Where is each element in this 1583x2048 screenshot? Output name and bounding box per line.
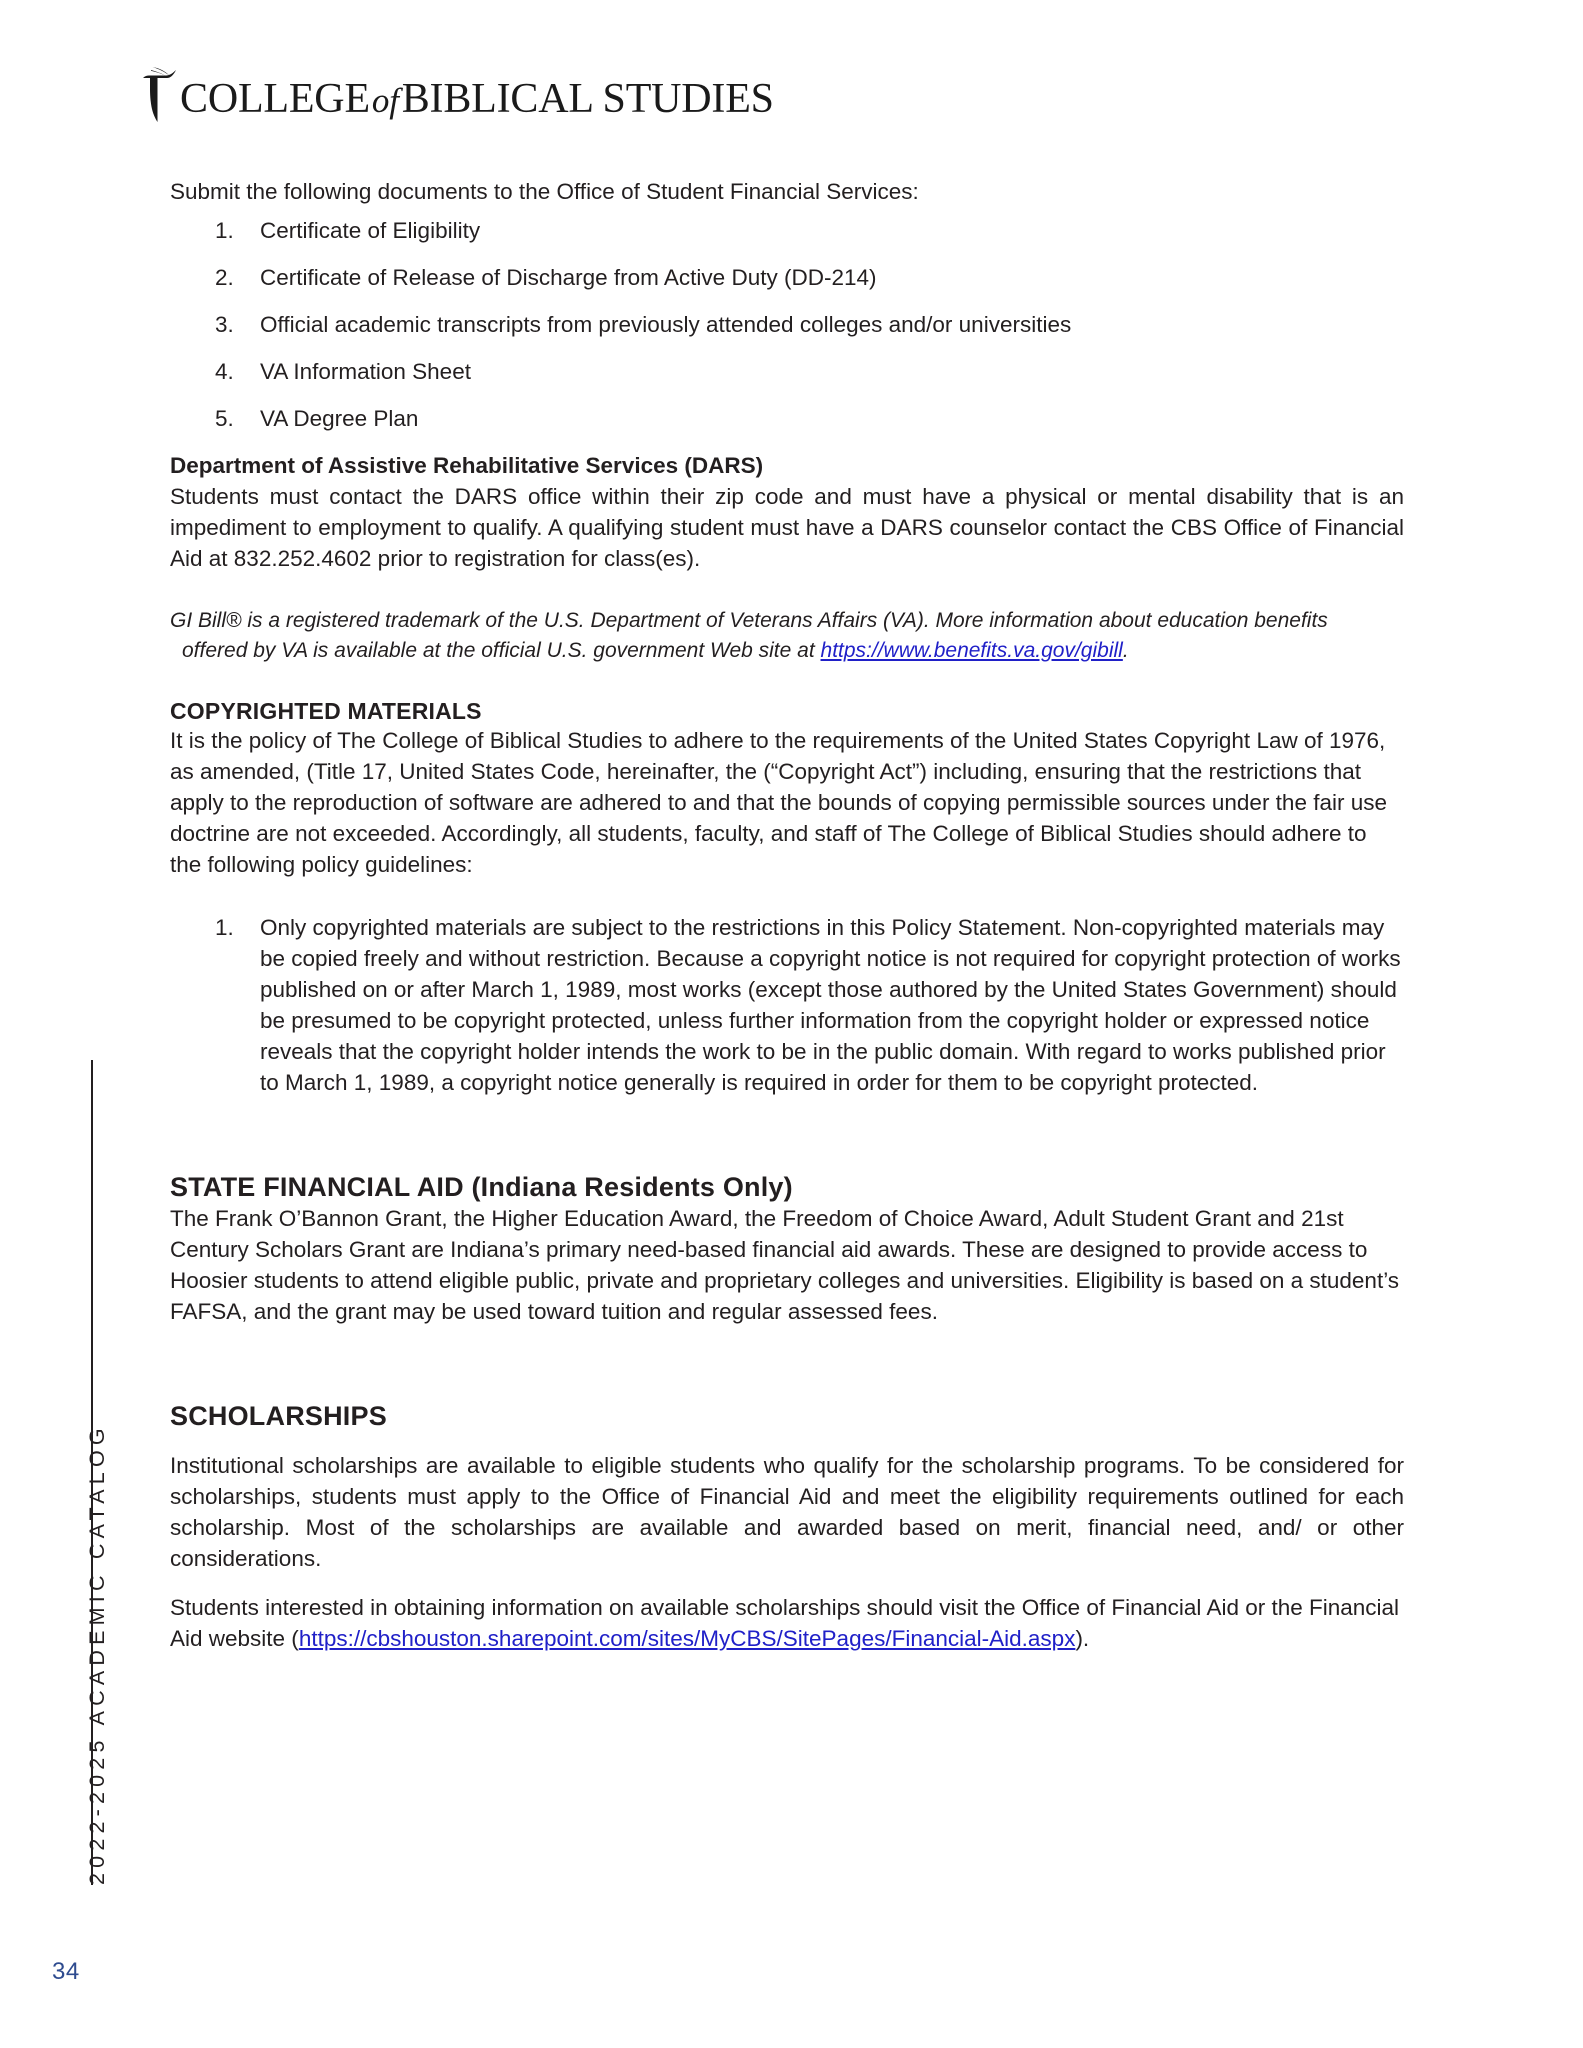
dars-heading: Department of Assistive Rehabilitative Services (DARS) bbox=[170, 453, 764, 478]
college-logo bbox=[137, 60, 774, 122]
list-item bbox=[170, 215, 1404, 246]
list-item-text: VA Degree Plan bbox=[260, 406, 419, 431]
list-marker: 1. bbox=[215, 218, 234, 243]
list-marker: 2. bbox=[215, 265, 234, 290]
list-item bbox=[170, 912, 1404, 1098]
list-item-text: VA Information Sheet bbox=[260, 359, 471, 384]
benefits-va-gov-link[interactable]: https://www.benefits.va.gov/gibill bbox=[820, 639, 1123, 662]
list-item-text: Only copyrighted materials are subject to the restrictions in this Policy Statement. Non-copyrighted materials may be copied freely and without restriction. Because a copyright notice is not required for copyright protection of works published on or after March 1, 1989, most works (except those authored by the United States Government) should be presumed to be copyright protected, unless further information from the copyright holder or expressed notice reveals that the copyright holder intends the work to be in the public domain. With regard to works published prior to March 1, 1989, a copyright notice generally is required in order for them to be copyright protected. bbox=[260, 915, 1401, 1095]
list-marker: 1. bbox=[215, 915, 234, 940]
list-marker: 3. bbox=[215, 312, 234, 337]
logo-word-of: of bbox=[371, 81, 399, 120]
logo-wordmark bbox=[180, 78, 774, 120]
logo-word-biblical-studies: BIBLICAL STUDIES bbox=[401, 76, 774, 122]
list-item bbox=[170, 262, 1404, 293]
copyrighted-materials-heading: COPYRIGHTED MATERIALS bbox=[170, 698, 482, 724]
gi-bill-line-2-suffix: . bbox=[1122, 639, 1129, 662]
copyrighted-materials-paragraph: It is the policy of The College of Biblical Studies to adhere to the requirements of the United States Copyright Law of 1976, as amended, (Title 17, United States Code, hereinafter, the (“Copyright Act”) including, ensuring that the restrictions that apply to the reproduction of software are adhered to and that the bounds of copying permissible sources under the fair use doctrine are not exceeded. Accordingly, all students, faculty, and staff of The College of Biblical Studies should adhere to the following policy guidelines: bbox=[170, 728, 1387, 877]
list-marker: 5. bbox=[215, 406, 234, 431]
quill-icon bbox=[137, 64, 179, 124]
list-item bbox=[170, 309, 1404, 340]
scholarships-paragraph-1: Institutional scholarships are available to eligible students who qualify for the scholarship programs. To be considered for scholarships, students must apply to the Office of Financial Aid and meet the eligibility requirements outlined for each scholarship. Most of the scholarships are available and awarded based on merit, financial need, and/ or other considerations. bbox=[170, 1453, 1404, 1571]
scholarships-link-prefix: Students interested in obtaining information on available scholarships should visit the Office of Financial Aid or the Financial Aid website ( bbox=[170, 1595, 1400, 1651]
documents-list bbox=[170, 215, 1404, 434]
list-item-text: Certificate of Release of Discharge from Active Duty (DD-214) bbox=[260, 265, 877, 290]
financial-aid-sharepoint-link[interactable]: https://cbshouston.sharepoint.com/sites/MyCBS/SitePages/Financial-Aid.aspx bbox=[298, 1626, 1076, 1651]
gi-bill-note bbox=[170, 606, 1404, 666]
list-marker: 4. bbox=[215, 359, 234, 384]
state-financial-aid-heading: STATE FINANCIAL AID (Indiana Residents Only) bbox=[170, 1172, 793, 1202]
content-column bbox=[170, 176, 1404, 1654]
scholarships-heading: SCHOLARSHIPS bbox=[170, 1401, 387, 1431]
gi-bill-line-2 bbox=[170, 636, 1404, 666]
logo-word-college: COLLEGE bbox=[180, 76, 370, 122]
copyright-policy-list bbox=[170, 912, 1404, 1098]
gi-bill-line-1: GI Bill® is a registered trademark of the U.S. Department of Veterans Affairs (VA). More information about education benefits bbox=[170, 609, 1328, 632]
scholarships-paragraph-2 bbox=[170, 1592, 1404, 1654]
intro-paragraph: Submit the following documents to the Office of Student Financial Services: bbox=[170, 179, 919, 204]
page-number: 34 bbox=[52, 1958, 80, 1985]
list-item-text: Certificate of Eligibility bbox=[260, 218, 481, 243]
dars-paragraph: Students must contact the DARS office within their zip code and must have a physical or mental disability that is an impediment to employment to qualify. A qualifying student must have a DARS counselor contact the CBS Office of Financial Aid at 832.252.4602 prior to registration for class(es). bbox=[170, 484, 1404, 571]
gi-bill-line-2-prefix: offered by VA is available at the official U.S. government Web site at bbox=[182, 639, 821, 662]
scholarships-link-suffix: ). bbox=[1075, 1626, 1090, 1651]
list-item bbox=[170, 403, 1404, 434]
state-financial-aid-paragraph: The Frank O’Bannon Grant, the Higher Education Award, the Freedom of Choice Award, Adult Student Grant and 21st Century Scholars Grant are Indiana’s primary need-based financial aid awards. These are designed to provide access to Hoosier students to attend eligible public, private and proprietary colleges and universities. Eligibility is based on a student’s FAFSA, and the grant may be used toward tuition and regular assessed fees. bbox=[170, 1206, 1400, 1324]
list-item-text: Official academic transcripts from previously attended colleges and/or universities bbox=[260, 312, 1072, 337]
sidebar-vertical-label: 2022-2025 ACADEMIC CATALOG bbox=[85, 1423, 109, 1885]
list-item bbox=[170, 356, 1404, 387]
